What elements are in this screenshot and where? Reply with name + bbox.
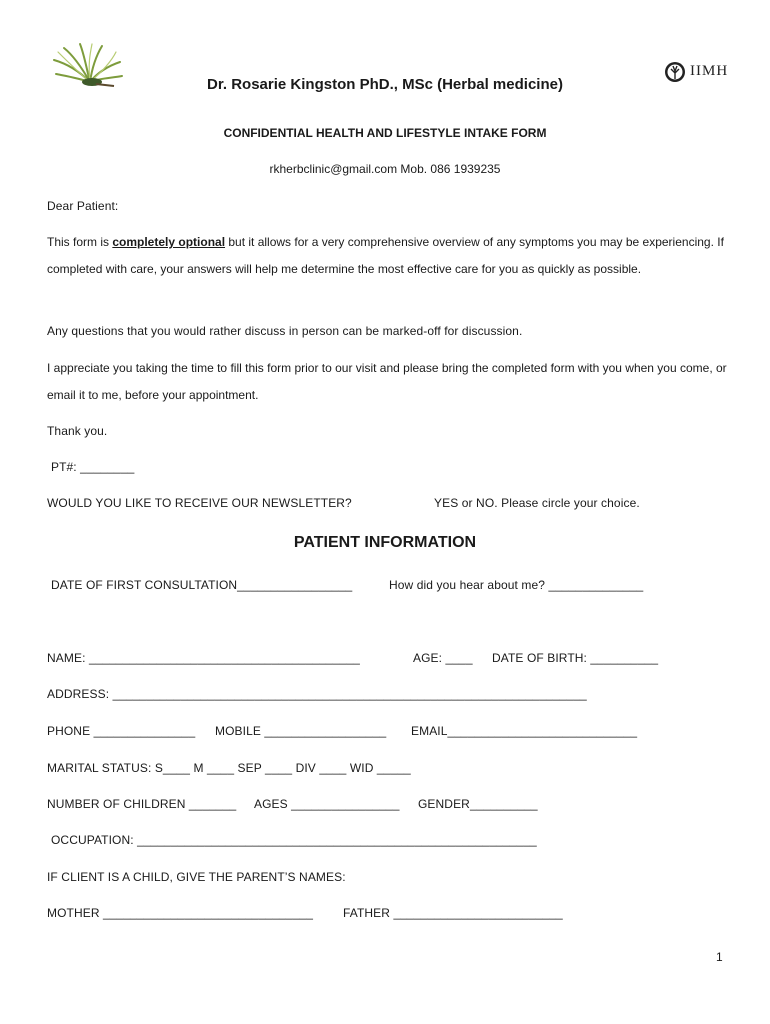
thanks-text: Thank you.	[47, 424, 108, 438]
mobile-field[interactable]: MOBILE __________________	[215, 724, 387, 738]
occupation-field[interactable]: OCCUPATION: ___________________________________________________________	[51, 833, 537, 847]
child-client-note: IF CLIENT IS A CHILD, GIVE THE PARENT’S NAMES:	[47, 870, 346, 884]
address-field[interactable]: ADDRESS: ______________________________________________________________________	[47, 687, 587, 701]
form-subtitle: CONFIDENTIAL HEALTH AND LIFESTYLE INTAKE FORM	[223, 126, 547, 140]
referral-source-field[interactable]: How did you hear about me? ______________	[389, 578, 644, 592]
newsletter-choice[interactable]: YES or NO. Please circle your choice.	[434, 496, 640, 510]
appreciation-paragraph: I appreciate you taking the time to fill this form prior to our visit and please bring the completed form with you when you come, or email it to me, before your appointment.	[47, 361, 727, 402]
name-field[interactable]: NAME: ________________________________________	[47, 651, 360, 665]
optional-emphasis: completely optional	[112, 235, 226, 249]
gender-field[interactable]: GENDER__________	[418, 797, 538, 811]
patient-info-title: PATIENT INFORMATION	[293, 534, 477, 551]
discussion-paragraph: Any questions that you would rather discuss in person can be marked-off for discussion.	[47, 324, 523, 338]
intro-text-end: but it allows for a very comprehensive overview of any symptoms you may be experiencing. If completed with care, your answers will help me determine the most effective care for you as quickly as possible.	[47, 235, 724, 276]
first-consultation-field[interactable]: DATE OF FIRST CONSULTATION_________________	[51, 578, 353, 592]
page-number: 1	[716, 950, 723, 964]
greeting: Dear Patient:	[47, 199, 119, 213]
mother-name-field[interactable]: MOTHER _______________________________	[47, 906, 314, 920]
email-field[interactable]: EMAIL____________________________	[411, 724, 638, 738]
intro-paragraph	[47, 229, 727, 283]
father-name-field[interactable]: FATHER _________________________	[343, 906, 563, 920]
date-of-birth-field[interactable]: DATE OF BIRTH: __________	[492, 651, 659, 665]
age-field[interactable]: AGE: ____	[413, 651, 473, 665]
phone-field[interactable]: PHONE _______________	[47, 724, 196, 738]
iimh-logo-text: IIMH	[690, 63, 729, 79]
doctor-title: Dr. Rosarie Kingston PhD., MSc (Herbal medicine)	[207, 76, 563, 93]
children-ages-field[interactable]: AGES ________________	[254, 797, 400, 811]
newsletter-question: WOULD YOU LIKE TO RECEIVE OUR NEWSLETTER?	[47, 496, 352, 510]
number-of-children-field[interactable]: NUMBER OF CHILDREN _______	[47, 797, 237, 811]
marital-status-field[interactable]: MARITAL STATUS: S____ M ____ SEP ____ DIV ____ WID _____	[47, 761, 411, 775]
pt-number-field[interactable]: PT#: ________	[51, 460, 135, 474]
contact-line: rkherbclinic@gmail.com Mob. 086 1939235	[269, 162, 501, 176]
intro-text-start: This form is	[47, 235, 113, 249]
